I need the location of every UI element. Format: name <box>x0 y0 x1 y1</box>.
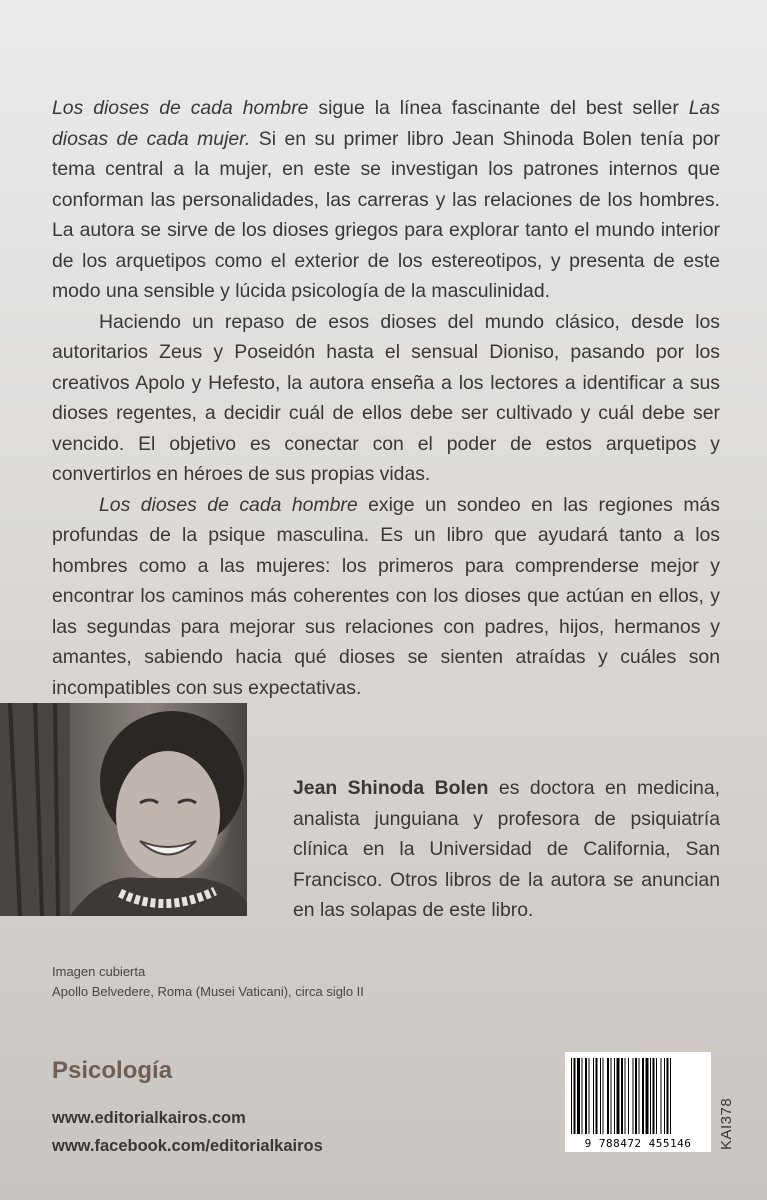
barcode-bar <box>600 1058 601 1134</box>
barcode-bar <box>617 1058 620 1134</box>
credit-label: Imagen cubierta <box>52 964 146 979</box>
barcode-bar <box>628 1058 629 1134</box>
barcode-bar <box>607 1058 609 1134</box>
barcode-bar <box>621 1058 623 1134</box>
isbn-barcode <box>565 1052 711 1152</box>
barcode-bar <box>577 1058 580 1134</box>
barcode-bar <box>593 1058 594 1134</box>
barcode-bar <box>589 1058 590 1134</box>
barcode-digits: 9 788472 455146 <box>584 1137 692 1150</box>
book-title: Los dioses de cada hombre <box>99 493 358 516</box>
blurb-paragraph-2: Haciendo un repaso de esos dioses del mundo clásico, desde los autoritarios Zeus y Poseidón hasta el sensual Dioniso, pasando por los creativos Apolo y Hefesto, la autora enseña a los lectores a identificar a sus dioses regentes, a decidir cuál de ellos debe ser cultivado y cuál debe ser vencido. El objetivo es conectar con el poder de estos arquetipos y convertirlos en héroes de sus propias vidas. <box>52 310 720 485</box>
author-photo <box>0 703 247 916</box>
back-cover-blurb <box>52 93 720 703</box>
barcode-bar <box>571 1058 572 1134</box>
barcode-bar <box>635 1058 637 1134</box>
barcode-bar <box>646 1058 649 1134</box>
blurb-paragraph-3: Los dioses de cada hombre exige un sondeo en las regiones más profundas de la psique masculina. Es un libro que ayudará tanto a los hombres como a las mujeres: los primeros para comprenderse mejor y encontrar los caminos más coherentes con los dioses que actúan en ellos, y las segundas para mejorar sus relaciones con padres, hijos, hermanos y amantes, sabiendo hacia qué dioses se sienten atraídas y cuáles son incompatibles con sus expectativas. <box>52 493 721 699</box>
author-name: Jean Shinoda Bolen <box>293 777 489 799</box>
barcode-bar <box>664 1058 665 1134</box>
product-code: KAI378 <box>718 1097 735 1150</box>
barcode-bar <box>642 1058 644 1134</box>
category-label: Psicología <box>52 1057 173 1084</box>
barcode-bar <box>585 1058 587 1134</box>
barcode-bar <box>574 1058 576 1134</box>
barcode-bar <box>661 1058 662 1134</box>
book-title: Los dioses de cada hombre <box>52 97 309 119</box>
barcode-bar <box>633 1058 634 1134</box>
blurb-paragraph-1: Los dioses de cada hombre sigue la línea fascinante del best seller Las diosas de cada mujer. Si en su primer libro Jean Shinoda Bolen tenía por tema central a la mujer, en este se investigan los patrones internos que conforman las personalidades, las carreras y las relaciones de los hombres. La autora se sirve de los dioses griegos para explorar tanto el mundo interior de los arquetipos como el exterior de los estereotipos, y presenta de este modo una sensible y lúcida psicología de la masculinidad. <box>52 97 720 302</box>
barcode-bar <box>656 1058 657 1134</box>
barcode-bar <box>667 1058 669 1134</box>
barcode-bar <box>614 1058 615 1134</box>
barcode-bar <box>582 1058 583 1134</box>
credit-text: Apollo Belvedere, Roma (Musei Vaticani), circa siglo II <box>52 984 364 999</box>
barcode-bar <box>639 1058 640 1134</box>
cover-image-credit <box>52 962 364 1002</box>
website-link[interactable]: www.editorialkairos.com <box>52 1109 246 1127</box>
barcode-bar <box>625 1058 626 1134</box>
barcode-bar <box>670 1058 671 1134</box>
barcode-bar <box>650 1058 651 1134</box>
barcode-bar <box>603 1058 604 1134</box>
barcode-bar <box>596 1058 598 1134</box>
barcode-bar <box>611 1058 612 1134</box>
barcode-bar <box>653 1058 655 1134</box>
author-bio: Jean Shinoda Bolen es doctora en medicina, analista junguiana y profesora de psiquiatría clínica en la Universidad de California, San Francisco. Otros libros de la autora se anuncian en las solapas de este libro. <box>293 777 721 921</box>
publisher-links <box>52 1104 323 1160</box>
facebook-link[interactable]: www.facebook.com/editorialkairos <box>52 1137 323 1155</box>
related-book-title: Las diosas de cada mujer. <box>52 97 720 150</box>
